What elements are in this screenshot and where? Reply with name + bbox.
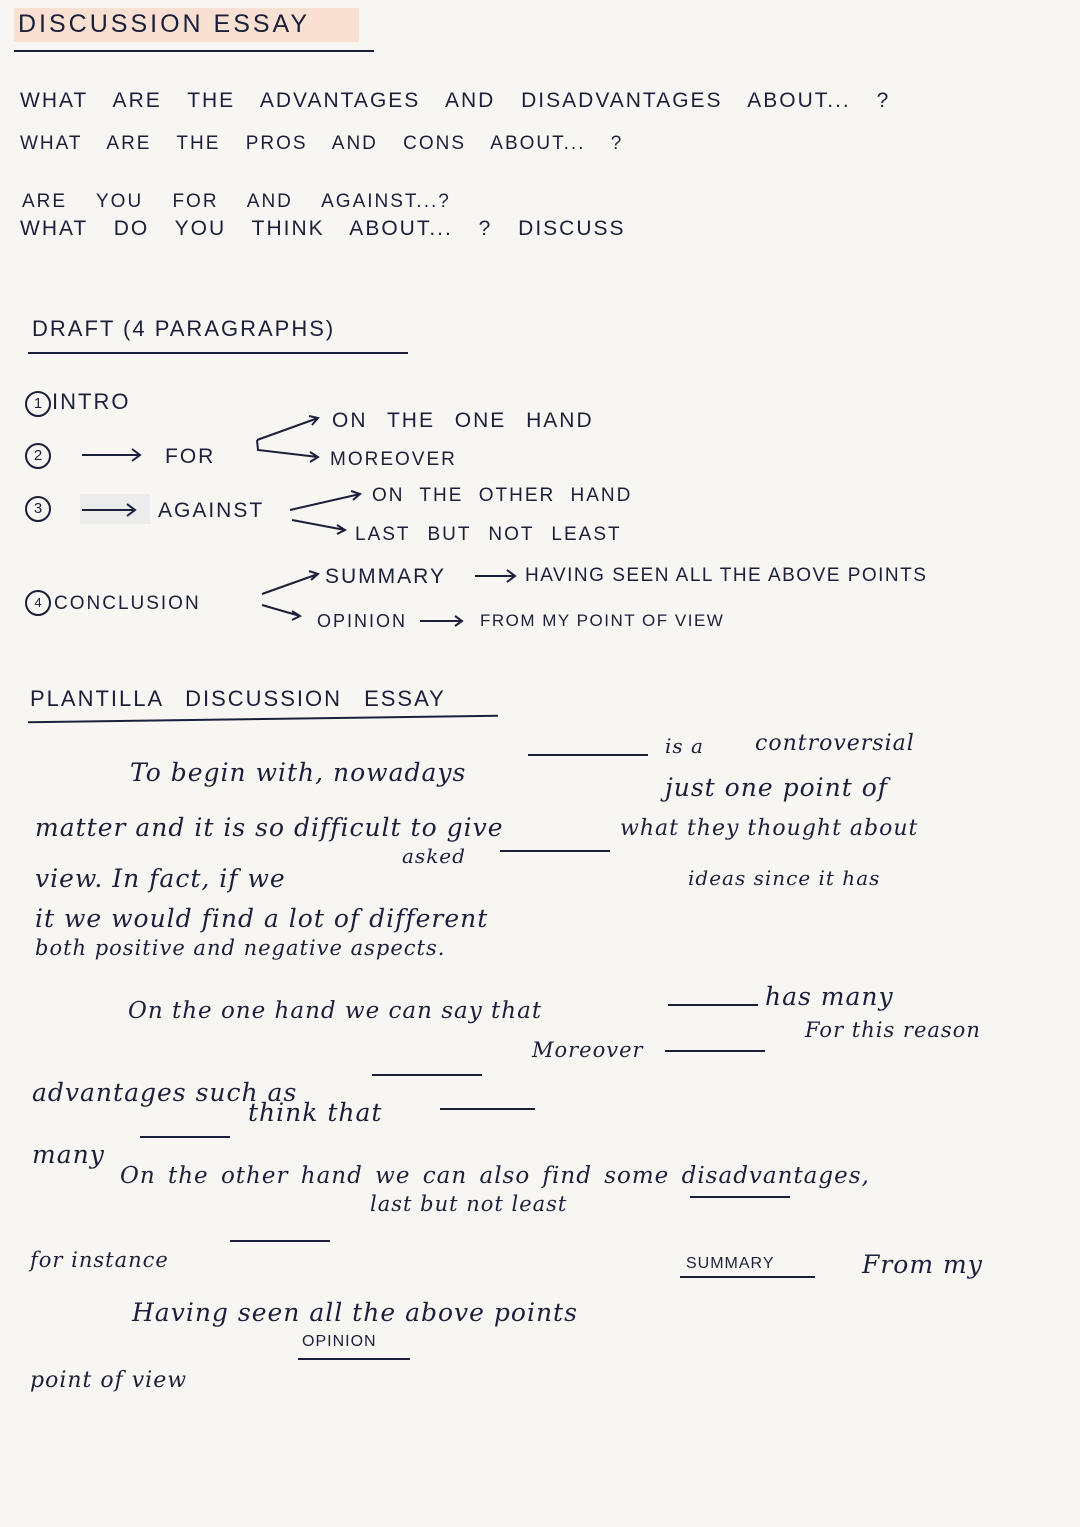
p1-line1-b: is a <box>665 734 704 758</box>
p1-line4-b: ideas since it has <box>688 866 881 890</box>
p2-line2-a: Moreover <box>532 1038 644 1062</box>
blank-11 <box>298 1358 410 1360</box>
intro-label: INTRO <box>52 389 131 414</box>
last-but-not-least: LAST BUT NOT LEAST <box>355 524 622 545</box>
p3-line3: for instance <box>30 1248 169 1272</box>
blank-8 <box>690 1196 790 1198</box>
p1-line1-c: controversial <box>755 731 915 756</box>
p3-line1: On the other hand we can also find some disadvantages, <box>120 1163 870 1189</box>
p1-line2-b: just one point of <box>665 773 889 802</box>
summary: SUMMARY <box>325 565 446 588</box>
summary-phrase: HAVING SEEN ALL THE ABOVE POINTS <box>525 565 928 586</box>
blank-3 <box>668 1004 758 1006</box>
question-2: WHAT ARE THE PROS AND CONS ABOUT... ? <box>20 133 624 154</box>
p2-line4-b: think that <box>248 1098 383 1127</box>
p1-line3-asked: asked <box>402 844 466 868</box>
p4-summary: SUMMARY <box>686 1255 775 1272</box>
conclusion-label: CONCLUSION <box>54 593 201 614</box>
question-1: WHAT ARE THE ADVANTAGES AND DISADVANTAGES ABOUT... ? <box>20 89 891 112</box>
p2-line2-b: For this reason <box>805 1018 981 1042</box>
on-the-one-hand: ON THE ONE HAND <box>332 409 594 432</box>
conclusion-number: 4 <box>25 590 51 616</box>
blank-2 <box>500 850 610 852</box>
p1-line1-a: To begin with, nowadays <box>130 758 467 787</box>
page-title: DISCUSSION ESSAY <box>18 10 311 38</box>
blank-5 <box>372 1074 482 1076</box>
against-number: 3 <box>25 496 51 522</box>
opinion-phrase: FROM MY POINT OF VIEW <box>480 611 725 630</box>
p2-line3: advantages such as <box>32 1078 298 1107</box>
p1-line2-a: matter and it is so difficult to give <box>35 813 504 842</box>
for-number: 2 <box>25 443 51 469</box>
blank-10 <box>680 1276 815 1278</box>
p1-line4-a: it we would find a lot of different <box>35 904 489 933</box>
opinion: OPINION <box>317 611 408 631</box>
p1-line5: both positive and negative aspects. <box>35 936 446 960</box>
p4-line2-a: point of view <box>30 1368 188 1393</box>
blank-4 <box>665 1050 765 1052</box>
p4-opinion: OPINION <box>302 1333 377 1350</box>
p1-line3-b: what they thought about <box>620 816 919 841</box>
draft-heading: DRAFT (4 PARAGRAPHS) <box>32 316 336 341</box>
p2-line1-b: has many <box>765 982 894 1011</box>
intro-number: 1 <box>25 391 51 417</box>
for-label: FOR <box>165 445 216 468</box>
blank-7 <box>440 1108 535 1110</box>
blank-6 <box>140 1136 230 1138</box>
p1-line3-a: view. In fact, if we <box>35 864 286 893</box>
question-4: WHAT DO YOU THINK ABOUT... ? DISCUSS <box>20 217 626 240</box>
against-label: AGAINST <box>158 499 265 522</box>
plantilla-heading: PLANTILLA DISCUSSION ESSAY <box>30 686 446 711</box>
blank-9 <box>230 1240 330 1242</box>
on-the-other-hand: ON THE OTHER HAND <box>372 485 633 506</box>
p4-line1-b: From my <box>862 1250 983 1279</box>
moreover: MOREOVER <box>330 449 457 470</box>
p2-line1-a: On the one hand we can say that <box>128 998 543 1024</box>
question-3: ARE YOU FOR AND AGAINST...? <box>22 191 451 212</box>
p4-line1-a: Having seen all the above points <box>132 1298 578 1327</box>
blank-1 <box>528 754 648 756</box>
p3-line2: last but not least <box>370 1192 568 1216</box>
p2-line4-a: many <box>32 1140 105 1169</box>
